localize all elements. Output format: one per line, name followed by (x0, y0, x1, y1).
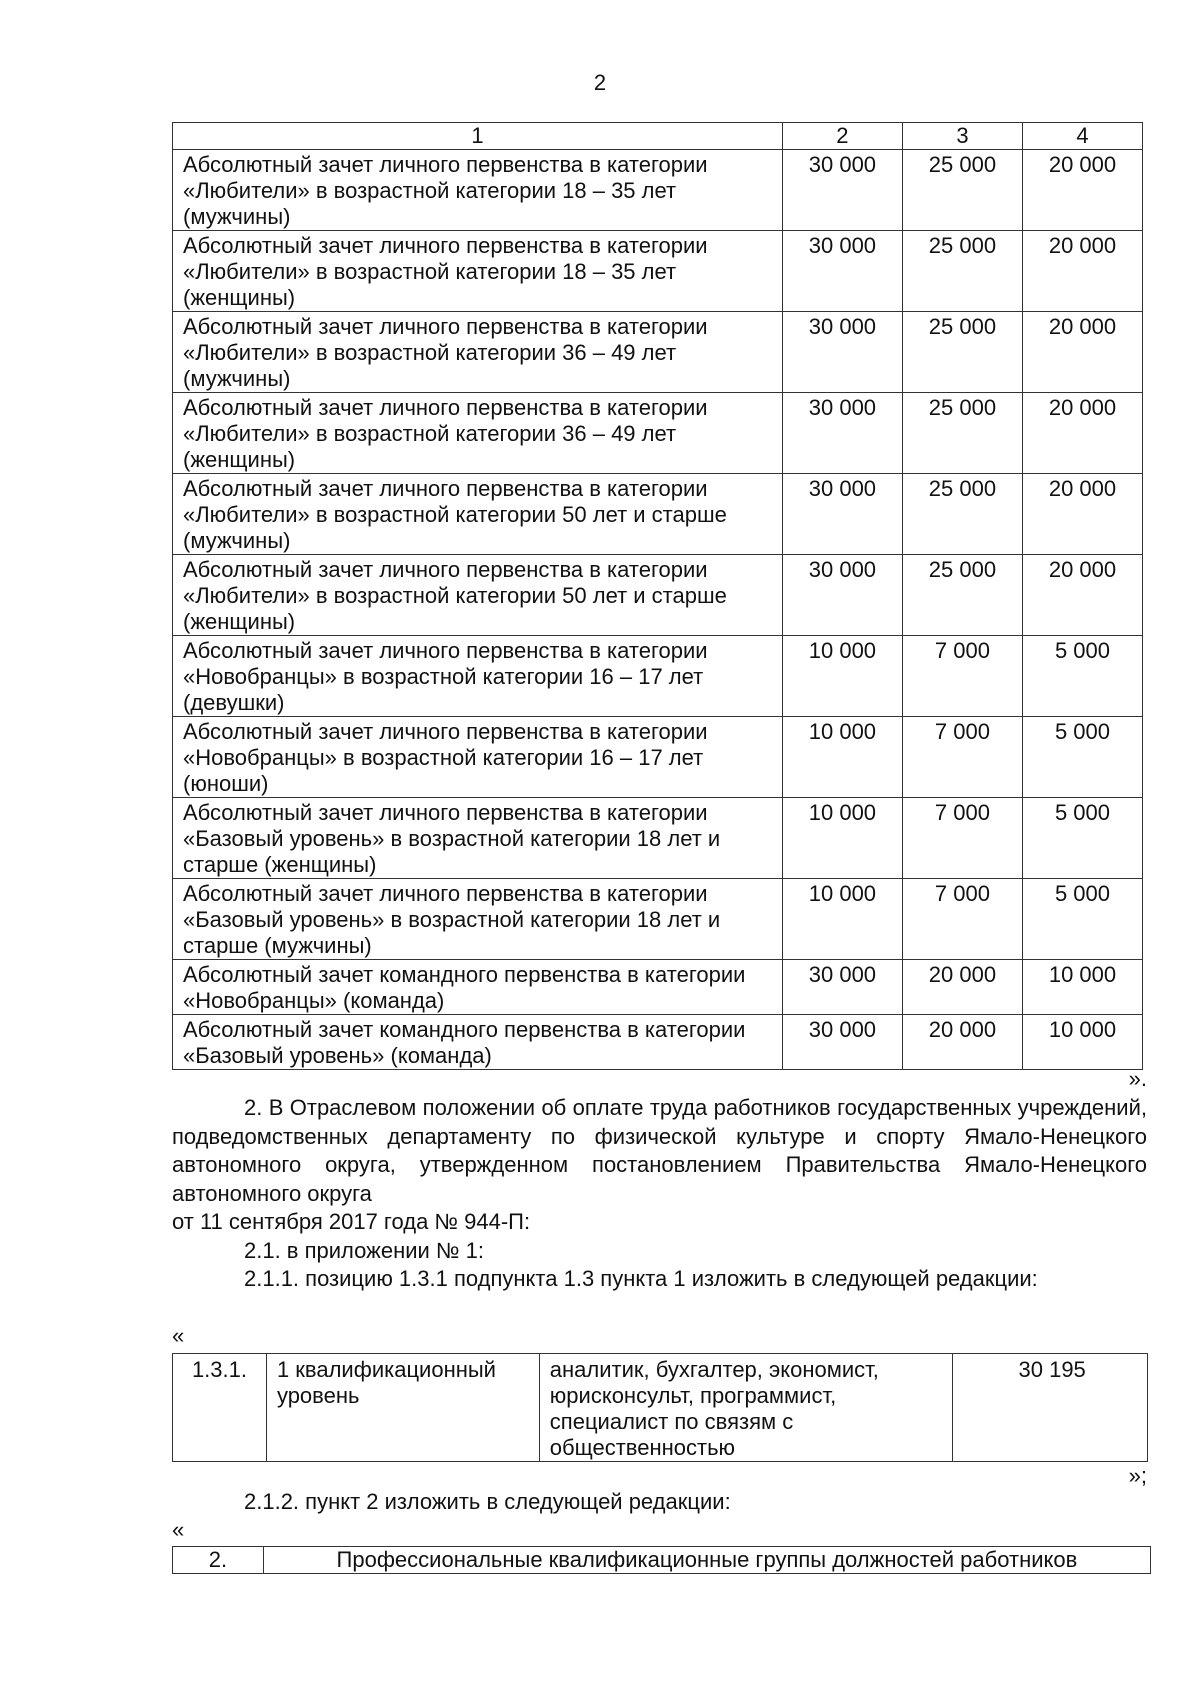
table-row (173, 393, 1143, 474)
qualification-level: 1 квалификационный уровень (266, 1354, 539, 1462)
item-2-1-1: 2.1.1. позицию 1.3.1 подпункта 1.3 пункта 1 изложить в следующей редакции: (244, 1266, 1038, 1291)
table-row (173, 312, 1143, 393)
prize-third-place: 20 000 (1022, 150, 1142, 231)
prize-first-place: 30 000 (782, 231, 902, 312)
table-row (173, 1354, 1148, 1462)
prize-second-place: 25 000 (902, 231, 1022, 312)
prize-third-place: 5 000 (1022, 717, 1142, 798)
prize-third-place: 20 000 (1022, 312, 1142, 393)
row-description: Абсолютный зачет личного первенства в категории «Любители» в возрастной категории 18 – 35 лет (женщины) (173, 231, 783, 312)
column-header-1: 1 (173, 123, 783, 150)
row-description: Абсолютный зачет личного первенства в категории «Базовый уровень» в возрастной категории 18 лет и старше (женщины) (173, 798, 783, 879)
table-row (173, 231, 1143, 312)
paragraph-2-last-line: от 11 сентября 2017 года № 944-П: (172, 1209, 531, 1234)
prize-second-place: 25 000 (902, 150, 1022, 231)
group-title: Профессиональные квалификационные группы должностей работников (263, 1547, 1150, 1574)
prize-second-place: 7 000 (902, 717, 1022, 798)
opening-quote: « (172, 1323, 185, 1348)
prize-first-place: 30 000 (782, 312, 902, 393)
prize-second-place: 25 000 (902, 312, 1022, 393)
prize-second-place: 25 000 (902, 474, 1022, 555)
prize-first-place: 30 000 (782, 555, 902, 636)
prize-first-place: 10 000 (782, 636, 902, 717)
prize-third-place: 5 000 (1022, 879, 1142, 960)
prize-third-place: 5 000 (1022, 636, 1142, 717)
item-2-1: 2.1. в приложении № 1: (244, 1238, 484, 1263)
row-description: Абсолютный зачет командного первенства в категории «Новобранцы» (команда) (173, 960, 783, 1015)
prize-first-place: 30 000 (782, 150, 902, 231)
row-description: Абсолютный зачет личного первенства в категории «Любители» в возрастной категории 36 – 49 лет (женщины) (173, 393, 783, 474)
table-row (173, 636, 1143, 717)
closing-quote: ». (1128, 1066, 1147, 1091)
row-description: Абсолютный зачет личного первенства в категории «Любители» в возрастной категории 18 – 35 лет (мужчины) (173, 150, 783, 231)
prize-second-place: 7 000 (902, 636, 1022, 717)
prize-first-place: 30 000 (782, 474, 902, 555)
prize-second-place: 7 000 (902, 798, 1022, 879)
row-description: Абсолютный зачет личного первенства в категории «Новобранцы» в возрастной категории 16 – 17 лет (юноши) (173, 717, 783, 798)
table-row (173, 879, 1143, 960)
prize-second-place: 20 000 (902, 1015, 1022, 1070)
prize-third-place: 20 000 (1022, 555, 1142, 636)
column-header-3: 3 (902, 123, 1022, 150)
column-header-4: 4 (1022, 123, 1142, 150)
closing-quote: »; (1128, 1463, 1147, 1488)
table-header-row (173, 123, 1143, 150)
prize-third-place: 20 000 (1022, 231, 1142, 312)
table-row (173, 717, 1143, 798)
table-row (173, 1547, 1151, 1574)
salary-value: 30 195 (953, 1354, 1148, 1462)
table-row (173, 798, 1143, 879)
item-2-1-2: 2.1.2. пункт 2 изложить в следующей редакции: (244, 1489, 731, 1514)
prize-first-place: 30 000 (782, 393, 902, 474)
prize-second-place: 7 000 (902, 879, 1022, 960)
prize-first-place: 10 000 (782, 798, 902, 879)
row-description: Абсолютный зачет личного первенства в категории «Базовый уровень» в возрастной категории 18 лет и старше (мужчины) (173, 879, 783, 960)
table-row (173, 1015, 1143, 1070)
row-description: Абсолютный зачет личного первенства в категории «Любители» в возрастной категории 50 лет и старше (женщины) (173, 555, 783, 636)
table-row (173, 555, 1143, 636)
prize-second-place: 25 000 (902, 393, 1022, 474)
prize-first-place: 30 000 (782, 960, 902, 1015)
table-row (173, 960, 1143, 1015)
position-list: аналитик, бухгалтер, экономист, юрисконсульт, программист, специалист по связям с общественностью (539, 1354, 953, 1462)
prize-second-place: 20 000 (902, 960, 1022, 1015)
position-number: 1.3.1. (173, 1354, 267, 1462)
table-row (173, 474, 1143, 555)
prize-table (172, 122, 1143, 1070)
qualification-table (172, 1353, 1148, 1462)
prize-third-place: 10 000 (1022, 960, 1142, 1015)
row-description: Абсолютный зачет командного первенства в категории «Базовый уровень» (команда) (173, 1015, 783, 1070)
prize-third-place: 5 000 (1022, 798, 1142, 879)
prize-third-place: 10 000 (1022, 1015, 1142, 1070)
group-table (172, 1546, 1151, 1574)
prize-first-place: 10 000 (782, 879, 902, 960)
prize-third-place: 20 000 (1022, 393, 1142, 474)
page-number: 2 (593, 70, 607, 95)
prize-second-place: 25 000 (902, 555, 1022, 636)
table-row (173, 150, 1143, 231)
prize-first-place: 30 000 (782, 1015, 902, 1070)
row-description: Абсолютный зачет личного первенства в категории «Любители» в возрастной категории 50 лет и старше (мужчины) (173, 474, 783, 555)
row-description: Абсолютный зачет личного первенства в категории «Новобранцы» в возрастной категории 16 – 17 лет (девушки) (173, 636, 783, 717)
opening-quote: « (172, 1517, 185, 1542)
group-number: 2. (173, 1547, 264, 1574)
column-header-2: 2 (782, 123, 902, 150)
row-description: Абсолютный зачет личного первенства в категории «Любители» в возрастной категории 36 – 49 лет (мужчины) (173, 312, 783, 393)
prize-first-place: 10 000 (782, 717, 902, 798)
paragraph-2: 2. В Отраслевом положении об оплате труда работников государственных учреждений, подведомственных департаменту по физической культуре и спорту Ямало-Ненецкого автономного округа, утвержденном постановлением Правительства Ямало-Ненецкого автономного округа (172, 1095, 1147, 1206)
prize-third-place: 20 000 (1022, 474, 1142, 555)
